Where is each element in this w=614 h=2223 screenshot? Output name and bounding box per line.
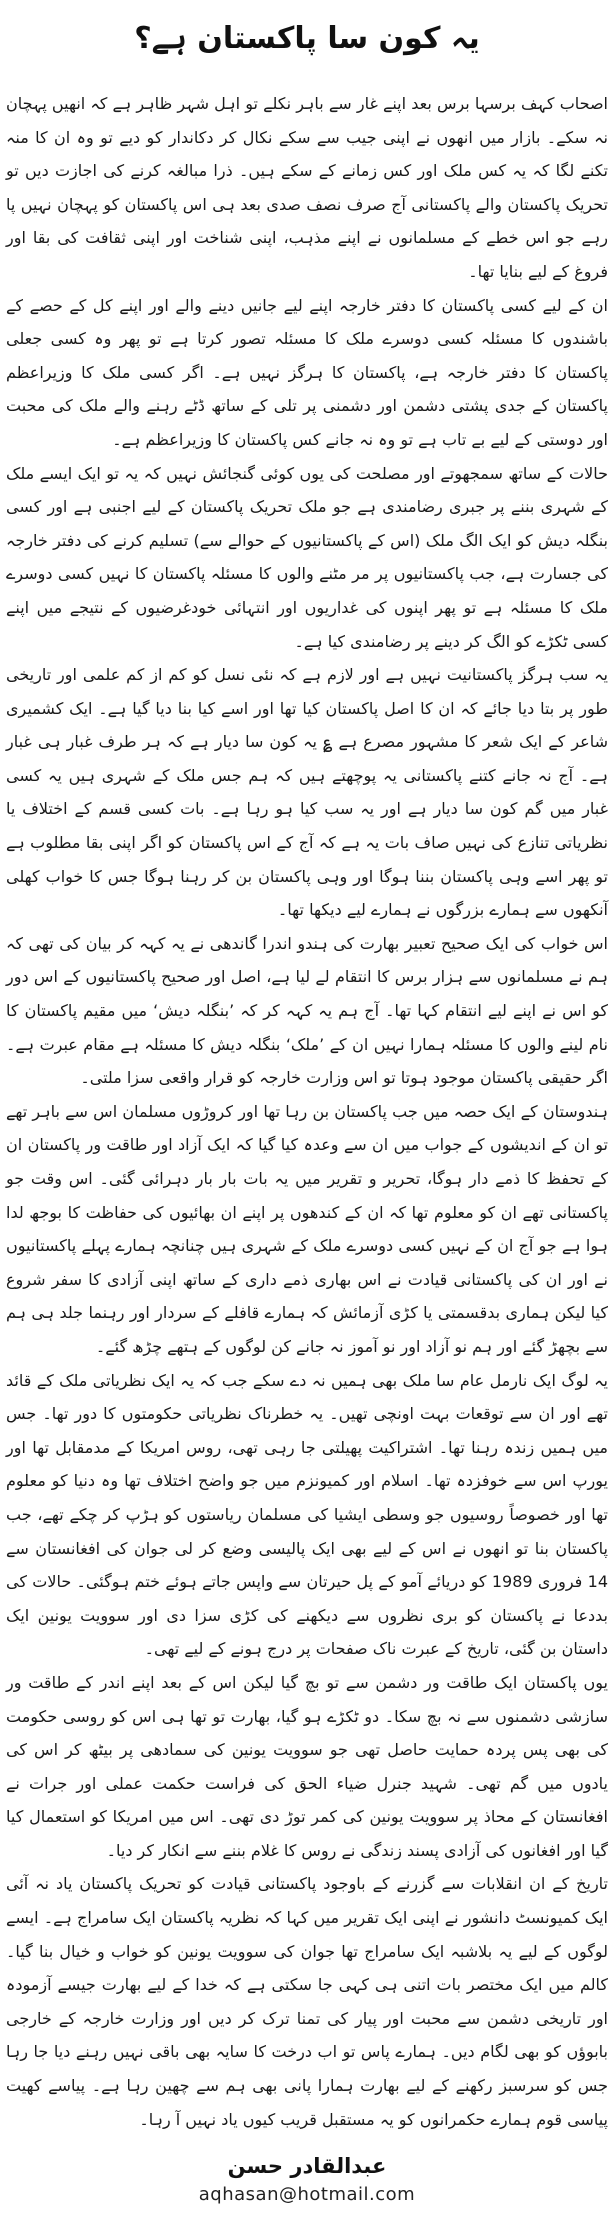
paragraph: ہندوستان کے ایک حصہ میں جب پاکستان بن رہا تھا اور کروڑوں مسلمان اس سے باہر تھے تو ان کے اندیشوں کے جواب میں ان سے وعدہ کیا گیا کہ ایک آزاد اور طاقت ور پاکستان ان کے تحفظ کا ذمے دار ہوگا، تحریر و تقریر میں یہ بات بار بار دہرائی گئی۔ اس وقت جو پاکستانی تھے ان کو معلوم تھا کہ ان کے کندھوں پر اپنے ان بھائیوں کی حفاظت کا بوجھ لدا ہوا ہے جو آج ان کے نہیں کسی دوسرے ملک کے شہری ہیں چنانچہ ہمارے پہلے پاکستانیوں نے اور ان کی پاکستانی قیادت نے اس بھاری ذمے داری کے ساتھ اپنی آزادی کا سفر شروع کیا لیکن ہماری بدقسمتی یا کڑی آزمائش کہ ہمارے قافلے کے سردار اور رہنما جلد ہی ہم سے بچھڑ گئے اور ہم نو آزاد اور نو آموز نہ جانے کن لوگوں کے ہتھے چڑھ گئے۔: [6, 1101, 608, 1356]
paragraph: اس خواب کی ایک صحیح تعبیر بھارت کی ہندو اندرا گاندھی نے یہ کہہ کر بیان کی تھی کہ ہم نے مسلمانوں سے ہزار برس کا انتقام لے لیا ہے، اصل اور صحیح پاکستانیوں کے اس دور کو اس نے اپنے لیے انتقام کہا تھا۔ آج ہم یہ کہہ کر کہ ’بنگلہ دیش‘ میں مقیم پاکستان کا نام لینے والوں کا مسئلہ ہمارا نہیں ان کے ’ملک‘ بنگلہ دیش کا مسئلہ ہے مقام عبرت ہے۔ اگر حقیقی پاکستان موجود ہوتا تو اس وزارت خارجہ کو قرار واقعی سزا ملتی۔: [6, 933, 608, 1088]
paragraph: اصحاب کہف برسہا برس بعد اپنے غار سے باہر نکلے تو اہل شہر ظاہر ہے کہ انھیں پہچان نہ سکے۔ بازار میں انھوں نے اپنی جیب سے سکے نکال کر دکاندار کو دیے تو وہ ان کا منہ تکنے لگا کہ یہ کس ملک اور کس زمانے کے سکے ہیں۔ ذرا مبالغہ کرنے کی اجازت دیں تو تحریک پاکستان والے پاکستانی آج صرف نصف صدی بعد ہی اس پاکستان کو پہچان نہیں پا رہے جو اس خطے کے مسلمانوں نے اپنے مذہب، اپنی شناخت اور اپنی ثقافت کی بقا اور فروغ کے لیے بنایا تھا۔: [6, 94, 608, 281]
paragraph: یوں پاکستان ایک طاقت ور دشمن سے تو بچ گیا لیکن اس کے بعد اپنے اندر کے طاقت ور سازشی دشمنوں سے نہ بچ سکا۔ دو ٹکڑے ہو گیا، بھارت تو تھا ہی اس کو روسی حکومت کی بھی پس پردہ حمایت حاصل تھی جو سوویت یونین کی سمادھی پر بیٹھ کر اس کی یادوں میں گم تھی۔ شہید جنرل ضیاء الحق کی فراست حکمت عملی اور جرات نے افغانستان کے محاذ پر سوویت یونین کی کمر توڑ دی تھی۔ اس میں امریکا کو استعمال کیا گیا اور افغانوں کی آزادی پسند زندگی نے روس کا غلام بننے سے انکار کر دیا۔: [6, 1672, 608, 1860]
paragraph: ان کے لیے کسی پاکستان کا دفتر خارجہ اپنے لیے جانیں دینے والے اور اپنے کل کے حصے کے باشندوں کا مسئلہ کسی دوسرے ملک کا مسئلہ تصور کرتا ہے تو پھر وہ کسی جعلی پاکستان کا دفتر خارجہ ہے، پاکستان کا ہرگز نہیں ہے۔ اگر کسی ملک کا وزیراعظم پاکستان کے جدی پشتی دشمن اور دشمنی پر تلی کے ساتھ ڈٹے رہنے والے ملک کی محبت اور دوستی کے لیے بے تاب ہے تو وہ نہ جانے کس پاکستان کا وزیراعظم ہے۔: [6, 295, 608, 449]
author-name: عبدالقادر حسن: [227, 2154, 387, 2179]
article-title: یہ کون سا پاکستان ہے؟: [134, 21, 480, 56]
paragraph: تاریخ کے ان انقلابات سے گزرنے کے باوجود پاکستانی قیادت کو تحریک پاکستان یاد نہ آئی ایک کمیونسٹ دانشور نے اپنی ایک تقریر میں کہا کہ نظریہ پاکستان ایک سامراج ہے۔ ایسے لوگوں کے لیے یہ بلاشبہ ایک سامراج تھا جوان کی سوویت یونین کو خواب و خیال بنا گیا۔ کالم میں ایک مختصر بات اتنی ہی کہی جا سکتی ہے کہ خدا کے لیے بھارت جیسے آزمودہ اور تاریخی دشمن سے محبت اور پیار کی تمنا ترک کر دیں اور وزارت خارجہ کے خارجی بابوؤں کو بھی لگام دیں۔ ہمارے پاس تو اب درخت کا سایہ بھی باقی نہیں رہنے دیا جا رہا جس کو سرسبز رکھنے کے لیے بھارت ہمارا پانی بھی ہم سے چھین رہا ہے۔ پیاسے کھیت پیاسی قوم ہمارے حکمرانوں کو یہ مستقبل قریب کیوں یاد نہیں آ رہا۔: [6, 1874, 608, 2129]
article-body: [6, 87, 608, 2136]
paragraph: یہ لوگ ایک نارمل عام سا ملک بھی ہمیں نہ دے سکے جب کہ یہ ایک نظریاتی ملک کے قائد تھے اور ان سے توقعات بہت اونچی تھیں۔ یہ خطرناک نظریاتی حکومتوں کا دور تھا۔ جس میں ہمیں زندہ رہنا تھا۔ اشتراکیت پھیلتی جا رہی تھی، روس امریکا کے مدمقابل تھا اور یورپ اس سے خوفزدہ تھا۔ اسلام اور کمیونزم میں جو واضح اختلاف تھا وہ دنیا کو معلوم تھا اور خصوصاً روسیوں جو وسطی ایشیا کی مسلمان ریاستوں کو ہڑپ کر چکے تھے، جب پاکستان بنا تو انھوں نے اس کے لیے بھی ایک پالیسی وضع کر لی جوان کی افغانستان سے 14 فروری 1989 کو دریائے آمو کے پل حیرتان سے واپس جاتے ہوئے ختم ہوگئی۔ حالات کی بددعا نے پاکستان کو بری نظروں سے دیکھنے کی کڑی سزا دی اور سوویت یونین ایک داستان بن گئی، تاریخ کے عبرت ناک صفحات پر درج ہونے کے لیے تھی۔: [6, 1370, 609, 1659]
paragraph: یہ سب ہرگز پاکستانیت نہیں ہے اور لازم ہے کہ نئی نسل کو کم از کم علمی اور تاریخی طور پر بتا دیا جائے کہ ان کا اصل پاکستان کیا تھا اور اسے کیا بنا دیا گیا ہے۔ ایک کشمیری شاعر کے ایک شعر کا مشہور مصرع ہے ؏ یہ کون سا دیار ہے کہ ہر طرف غبار ہی غبار ہے۔ آج نہ جانے کتنے پاکستانی یہ پوچھتے ہیں کہ ہم جس ملک کے شہری ہیں یہ کسی غبار میں گم کون سا دیار ہے اور یہ سب کیا ہو رہا ہے۔ بات کسی قسم کے اختلاف یا نظریاتی تنازع کی نہیں صاف بات یہ ہے کہ آج کے اس پاکستان کو اگر اپنی بقا مطلوب ہے تو پھر اسے وہی پاکستان بننا ہوگا اور وہی پاکستان بن کر رہنا ہوگا جس کا خواب کھلی آنکھوں سے ہمارے بزرگوں نے ہمارے لیے دیکھا تھا۔: [6, 665, 609, 920]
author-email: aqhasan@hotmail.com: [198, 2184, 416, 2206]
paragraph: حالات کے ساتھ سمجھوتے اور مصلحت کی یوں کوئی گنجائش نہیں کہ یہ تو ایک ایسے ملک کے شہری بننے پر جبری رضامندی ہے جو ملک تحریک پاکستان کے لیے اجنبی ہے اور کسی بنگلہ دیش کو ایک الگ ملک (اس کے پاکستانیوں کے حوالے سے) تسلیم کرنے کی دفتر خارجہ کی جسارت ہے، جب پاکستانیوں پر مر مٹنے والوں کا مسئلہ پاکستان کا نہیں کسی دوسرے ملک کا مسئلہ ہے تو پھر اپنوں کی غداریوں اور انتہائی خودغرضیوں کے نتیجے میں اپنے کسی ٹکڑے کو الگ کر دینے پر رضامندی کیا ہے۔: [6, 463, 608, 651]
